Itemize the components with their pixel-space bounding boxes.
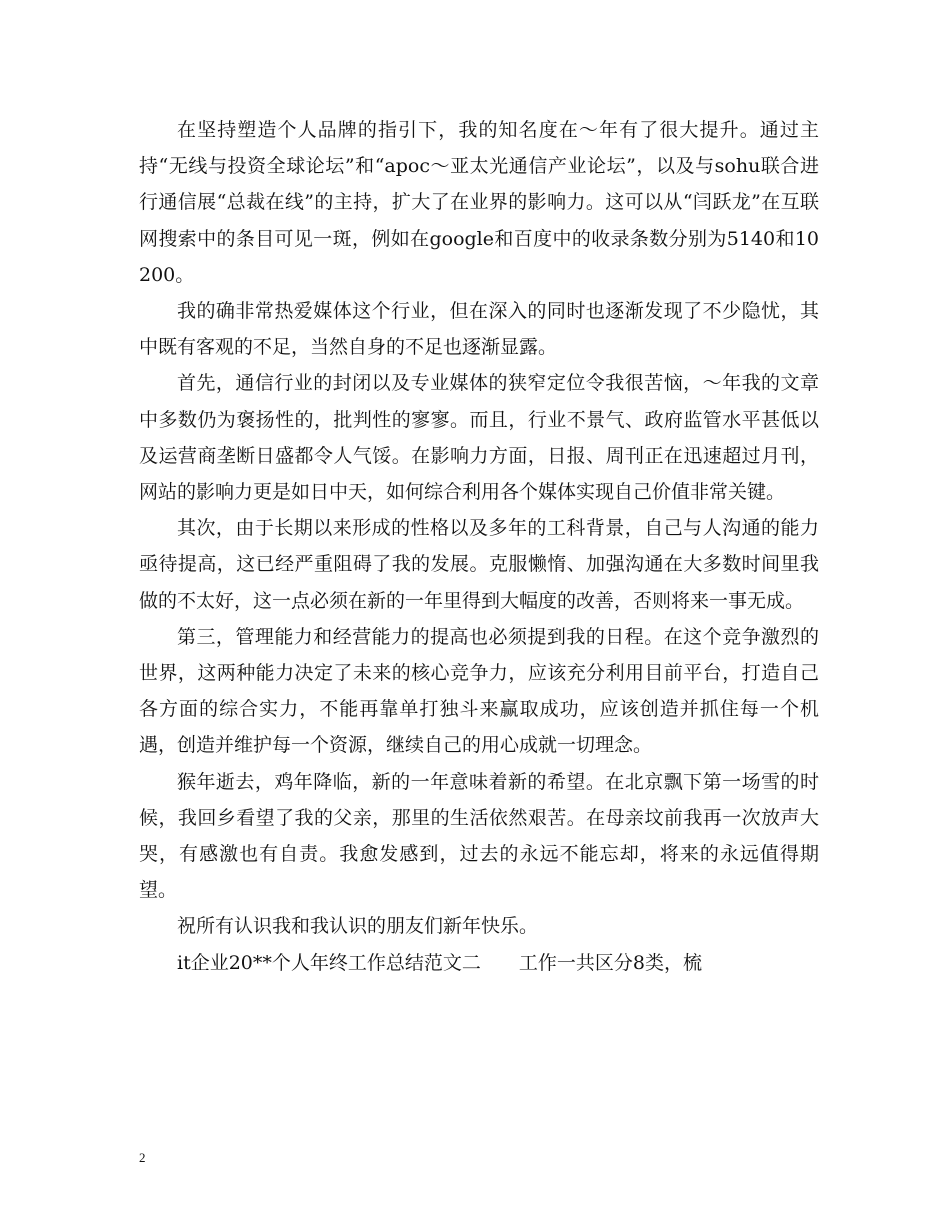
paragraph-third-point: 第三，管理能力和经营能力的提高也必须提到我的日程。在这个竞争激烈的世界，这两种能力决定了未来的核心竞争力，应该充分利用目前平台，打造自己各方面的综合实力，不能再靠单打独斗来赢取成功，应该创造并抓住每一个机遇，创造并维护每一个资源，继续自己的用心成就一切理念。 bbox=[139, 625, 819, 757]
paragraph-personal-brand: 在坚持塑造个人品牌的指引下，我的知名度在～年有了很大提升。通过主持“无线与投资全球论坛”和“apoc～亚太光通信产业论坛”，以及与sohu联合进行通信展“总裁在线”的主持，扩大了在业界的影响力。这可以从“闫跃龙”在互联网搜索中的条目可见一斑，例如在google和百度中的收录条数分别为5140和10200。 bbox=[139, 119, 819, 286]
paragraph-next-article-start: it企业20**个人年终工作总结范文二 工作一共区分8类，梳 bbox=[177, 951, 702, 974]
paragraph-second-point: 其次，由于长期以来形成的性格以及多年的工科背景，自己与人沟通的能力亟待提高，这已经严重阻碍了我的发展。克服懒惰、加强沟通在大多数时间里我做的不太好，这一点必须在新的一年里得到大幅度的改善，否则将来一事无成。 bbox=[139, 517, 819, 612]
page-number: 2 bbox=[139, 1150, 146, 1165]
paragraph-media-concerns: 我的确非常热爱媒体这个行业，但在深入的同时也逐渐发现了不少隐忧，其中既有客观的不足，当然自身的不足也逐渐显露。 bbox=[139, 300, 819, 359]
paragraph-first-point: 首先，通信行业的封闭以及专业媒体的狭窄定位令我很苦恼，～年我的文章中多数仍为褒扬性的，批判性的寥寥。而且，行业不景气、政府监管水平甚低以及运营商垄断日盛都令人气馁。在影响力方面，日报、周刊正在迅速超过月刊，网站的影响力更是如日中天，如何综合利用各个媒体实现自己价值非常关键。 bbox=[139, 372, 819, 504]
paragraph-greeting: 祝所有认识我和我认识的朋友们新年快乐。 bbox=[177, 915, 539, 938]
document-body bbox=[139, 112, 819, 981]
paragraph-new-year-reflection: 猴年逝去，鸡年降临，新的一年意味着新的希望。在北京飘下第一场雪的时候，我回乡看望了我的父亲，那里的生活依然艰苦。在母亲坟前我再一次放声大哭，有感激也有自责。我愈发感到，过去的永远不能忘却，将来的永远值得期望。 bbox=[139, 770, 819, 902]
